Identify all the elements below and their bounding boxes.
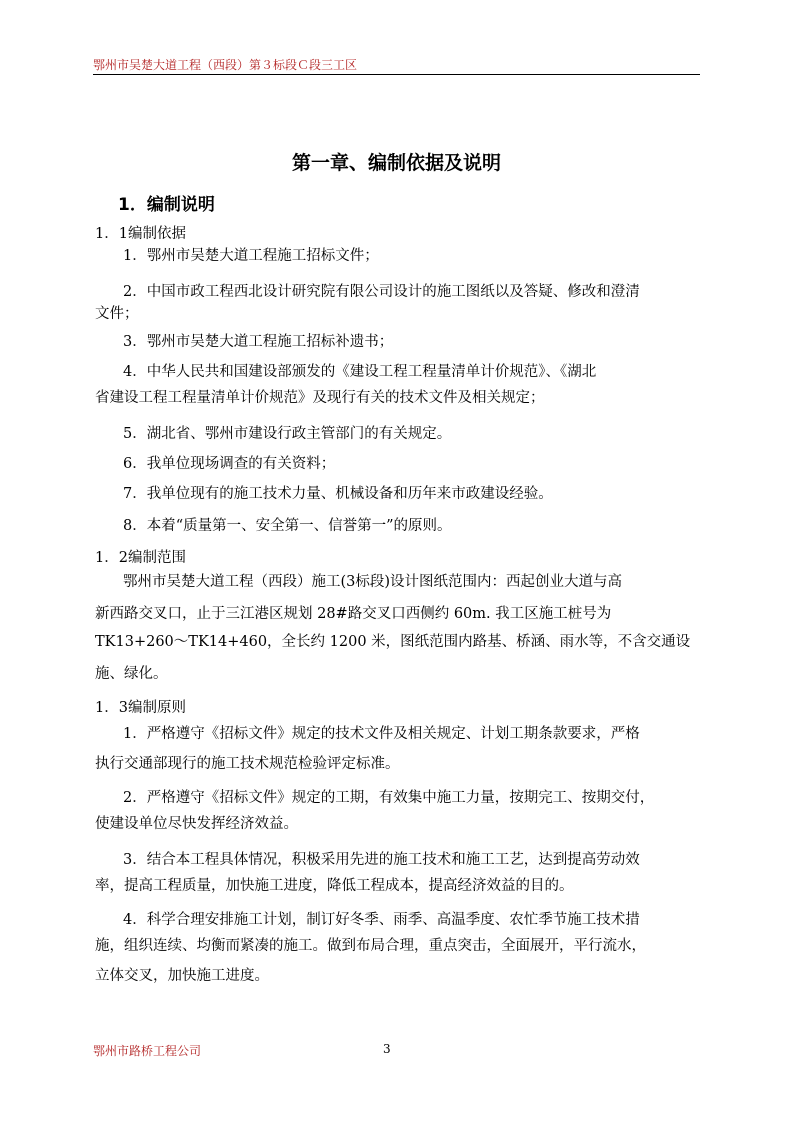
- paragraph-line: 使建设单位尽快发挥经济效益。: [95, 816, 298, 832]
- header-divider: [93, 74, 700, 75]
- paragraph-line: 3．结合本工程具体情况，积极采用先进的施工技术和施工工艺，达到提高劳动效: [123, 852, 640, 868]
- paragraph-line: 率，提高工程质量，加快施工进度，降低工程成本，提高经济效益的目的。: [95, 878, 574, 894]
- chapter-title: 第一章、编制依据及说明: [291, 152, 501, 174]
- footer-company: 鄂州市路桥工程公司: [93, 1044, 202, 1058]
- paragraph-line: 1．3编制原则: [95, 700, 186, 716]
- paragraph-line: 5．湖北省、鄂州市建设行政主管部门的有关规定。: [123, 426, 452, 442]
- paragraph-line: 施，组织连续、均衡而紧凑的施工。做到布局合理，重点突击，全面展开，平行流水，: [95, 938, 646, 954]
- paragraph-line: 4．科学合理安排施工计划，制订好冬季、雨季、高温季度、农忙季节施工技术措: [123, 912, 640, 928]
- paragraph-line: 文件；: [95, 306, 139, 322]
- paragraph-line: 省建设工程工程量清单计价规范》及现行有关的技术文件及相关规定；: [95, 390, 545, 406]
- paragraph-line: 2．中国市政工程西北设计研究院有限公司设计的施工图纸以及答疑、修改和澄清: [123, 284, 640, 300]
- paragraph-line: 1．2编制范围: [95, 550, 186, 566]
- paragraph-line: 施、绿化。: [95, 666, 168, 682]
- paragraph-line: 1．鄂州市吴楚大道工程施工招标文件；: [123, 248, 379, 264]
- paragraph-line: 4．中华人民共和国建设部颁发的《建设工程工程量清单计价规范》、《湖北: [123, 364, 597, 380]
- page-header: 鄂州市吴楚大道工程（西段）第３标段Ｃ段三工区: [93, 58, 358, 72]
- paragraph-line: 2．严格遵守《招标文件》规定的工期，有效集中施工力量，按期完工、按期交付，: [123, 790, 655, 806]
- paragraph-line: 新西路交叉口，止于三江港区规划 28#路交叉口西侧约 60m. 我工区施工桩号为: [95, 606, 612, 622]
- paragraph-line: 6．我单位现场调查的有关资料；: [123, 456, 336, 472]
- paragraph-line: 鄂州市吴楚大道工程（西段）施工(3标段)设计图纸范围内：西起创业大道与高: [123, 574, 623, 590]
- paragraph-line: 3．鄂州市吴楚大道工程施工招标补遗书；: [123, 334, 394, 350]
- paragraph-line: 1．严格遵守《招标文件》规定的技术文件及相关规定、计划工期条款要求，严格: [123, 726, 640, 742]
- section-title: 1．编制说明: [118, 195, 215, 215]
- paragraph-line: 7．我单位现有的施工技术力量、机械设备和历年来市政建设经验。: [123, 486, 553, 502]
- page-number: 3: [383, 1042, 391, 1056]
- paragraph-line: 8．本着“质量第一、安全第一、信誉第一”的原则。: [123, 518, 452, 534]
- paragraph-line: 立体交叉，加快施工进度。: [95, 968, 269, 984]
- paragraph-line: 1．1编制依据: [95, 226, 186, 242]
- paragraph-line: TK13+260～TK14+460，全长约 1200 米，图纸范围内路基、桥涵、雨水等，不含交通设: [95, 634, 691, 650]
- paragraph-line: 执行交通部现行的施工技术规范检验评定标准。: [95, 756, 400, 772]
